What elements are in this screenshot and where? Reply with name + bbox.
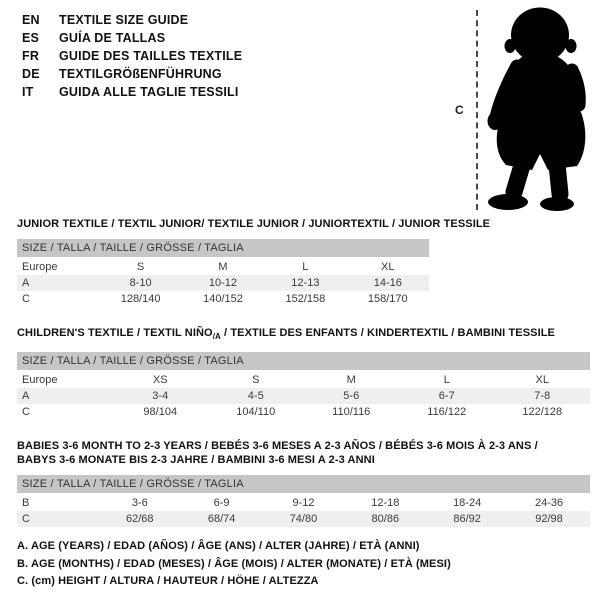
table-cell: 24-36 bbox=[534, 497, 564, 510]
footnote-line: C. (cm) HEIGHT / ALTURA / HAUTEUR / HÖHE / ALTEZZA bbox=[17, 575, 319, 587]
table-cell: L bbox=[302, 261, 309, 273]
table-cell: 7-8 bbox=[495, 388, 591, 404]
table-cell: 140/152 bbox=[203, 293, 243, 305]
table-cell: 14-16 bbox=[347, 275, 429, 291]
table-row-europe bbox=[17, 371, 590, 388]
language-row-fr bbox=[22, 47, 242, 65]
table-row-c bbox=[17, 404, 590, 420]
babies-textile-section bbox=[17, 439, 590, 527]
table-cell: 98/104 bbox=[143, 406, 178, 419]
table-cell: 110/116 bbox=[332, 406, 371, 419]
row-label: A bbox=[17, 388, 113, 404]
children-textile-section bbox=[17, 326, 590, 420]
table-cell: 80/86 bbox=[344, 511, 426, 527]
table-cell: 128/140 bbox=[120, 293, 161, 305]
table-cell: 62/68 bbox=[99, 511, 181, 527]
row-label: C bbox=[22, 293, 30, 305]
footnote-line: B. AGE (MONTHS) / EDAD (MESES) / ÂGE (MOIS) / ALTER (MONATE) / ETÀ (MESI) bbox=[17, 557, 451, 570]
language-guide-title: GUIDA ALLE TAGLIE TESSILI bbox=[59, 85, 239, 99]
junior-size-table bbox=[17, 239, 429, 307]
table-cell: 6-7 bbox=[399, 388, 495, 404]
table-cell: 68/74 bbox=[181, 511, 263, 527]
language-guide-title: TEXTILE SIZE GUIDE bbox=[59, 13, 189, 27]
height-measure-dashed-line bbox=[476, 10, 478, 210]
language-code: IT bbox=[22, 85, 34, 99]
table-title-line bbox=[17, 453, 590, 467]
table-title-subscript: /A bbox=[212, 332, 221, 342]
table-cell: 92/98 bbox=[508, 511, 590, 527]
table-cell: 116/122 bbox=[427, 406, 467, 419]
table-cell: S bbox=[252, 374, 260, 387]
table-cell: L bbox=[443, 374, 450, 387]
row-label: C bbox=[22, 406, 30, 419]
language-code: ES bbox=[22, 31, 40, 45]
table-cell: XL bbox=[381, 261, 395, 273]
table-cell: 86/92 bbox=[426, 511, 508, 527]
table-row-a bbox=[17, 275, 429, 291]
row-label: B bbox=[22, 497, 30, 510]
table-cell: M bbox=[346, 374, 356, 387]
babies-table-title bbox=[17, 439, 590, 467]
table-title-text: / TEXTILE DES ENFANTS / KINDERTEXTIL / BAMBINI TESSILE bbox=[220, 327, 555, 339]
table-row-a bbox=[17, 388, 590, 404]
table-title-text: BABYS 3-6 MONATE BIS 2-3 JAHRE / BAMBINI 3-6 MESI A 2-3 ANNI bbox=[17, 454, 375, 467]
table-cell: 122/128 bbox=[522, 406, 563, 419]
table-title-line bbox=[17, 326, 590, 344]
size-tables bbox=[17, 217, 590, 546]
table-row-europe bbox=[17, 258, 429, 275]
table-cell: S bbox=[136, 261, 145, 273]
table-title-line bbox=[17, 439, 590, 453]
language-row-en bbox=[22, 11, 242, 29]
language-title-list bbox=[22, 11, 242, 101]
language-row-it bbox=[22, 83, 242, 101]
junior-textile-section bbox=[17, 217, 590, 307]
table-row-c bbox=[17, 291, 429, 307]
language-code: EN bbox=[22, 13, 40, 27]
language-row-es bbox=[22, 29, 242, 47]
row-label: A bbox=[17, 275, 99, 291]
toddler-silhouette-icon bbox=[487, 6, 597, 212]
table-cell: 10-12 bbox=[182, 275, 264, 291]
table-row-b bbox=[17, 494, 590, 511]
size-header-bar: SIZE / TALLA / TAILLE / GRÖSSE / TAGLIA bbox=[17, 475, 590, 494]
table-row-c bbox=[17, 511, 590, 527]
table-cell: 5-6 bbox=[304, 388, 400, 404]
language-code: DE bbox=[22, 67, 40, 81]
table-cell: 18-24 bbox=[453, 497, 482, 510]
junior-table-title bbox=[17, 217, 590, 231]
table-title-text: CHILDREN'S TEXTILE / TEXTIL NIÑO bbox=[17, 327, 213, 339]
row-label: Europe bbox=[22, 374, 58, 387]
table-cell: 152/158 bbox=[285, 293, 326, 305]
language-row-de bbox=[22, 65, 242, 83]
table-title-line bbox=[17, 217, 590, 231]
table-cell: 158/170 bbox=[367, 293, 408, 305]
table-cell: 3-4 bbox=[113, 388, 209, 404]
table-cell: 74/80 bbox=[263, 511, 345, 527]
children-table-title bbox=[17, 326, 590, 344]
table-cell: 12-18 bbox=[371, 497, 400, 510]
row-label: Europe bbox=[22, 261, 58, 273]
footnote-line: A. AGE (YEARS) / EDAD (AÑOS) / ÂGE (ANS) / ALTER (JAHRE) / ETÀ (ANNI) bbox=[17, 540, 420, 552]
size-header-bar: SIZE / TALLA / TAILLE / GRÖSSE / TAGLIA bbox=[17, 352, 590, 371]
table-cell: 9-12 bbox=[292, 497, 315, 510]
height-measure-figure bbox=[445, 6, 597, 212]
table-title-text: JUNIOR TEXTILE / TEXTIL JUNIOR/ TEXTILE JUNIOR / JUNIORTEXTIL / JUNIOR TESSILE bbox=[17, 218, 491, 230]
table-cell: XL bbox=[535, 374, 549, 387]
table-cell: M bbox=[218, 261, 228, 273]
table-cell: 8-10 bbox=[99, 275, 181, 291]
height-measure-label: C bbox=[455, 103, 464, 117]
size-header-bar: SIZE / TALLA / TAILLE / GRÖSSE / TAGLIA bbox=[17, 239, 429, 258]
children-size-table bbox=[17, 352, 590, 420]
language-code: FR bbox=[22, 49, 40, 63]
table-cell: 6-9 bbox=[213, 497, 230, 510]
table-cell: XS bbox=[152, 374, 168, 387]
table-cell: 104/110 bbox=[236, 406, 276, 419]
language-guide-title: TEXTILGRÖßENFÜHRUNG bbox=[59, 67, 222, 81]
language-guide-title: GUÍA DE TALLAS bbox=[59, 31, 166, 45]
table-cell: 4-5 bbox=[208, 388, 304, 404]
table-title-text: BABIES 3-6 MONTH TO 2-3 YEARS / BEBÉS 3-6 MESES A 2-3 AÑOS / BÉBÉS 3-6 MOIS À 2-3 ANS / bbox=[17, 440, 538, 453]
footnotes bbox=[17, 538, 451, 591]
table-cell: 3-6 bbox=[131, 497, 148, 510]
row-label: C bbox=[17, 511, 99, 527]
table-cell: 12-13 bbox=[264, 275, 346, 291]
babies-size-table bbox=[17, 475, 590, 527]
language-guide-title: GUIDE DES TAILLES TEXTILE bbox=[59, 49, 243, 63]
